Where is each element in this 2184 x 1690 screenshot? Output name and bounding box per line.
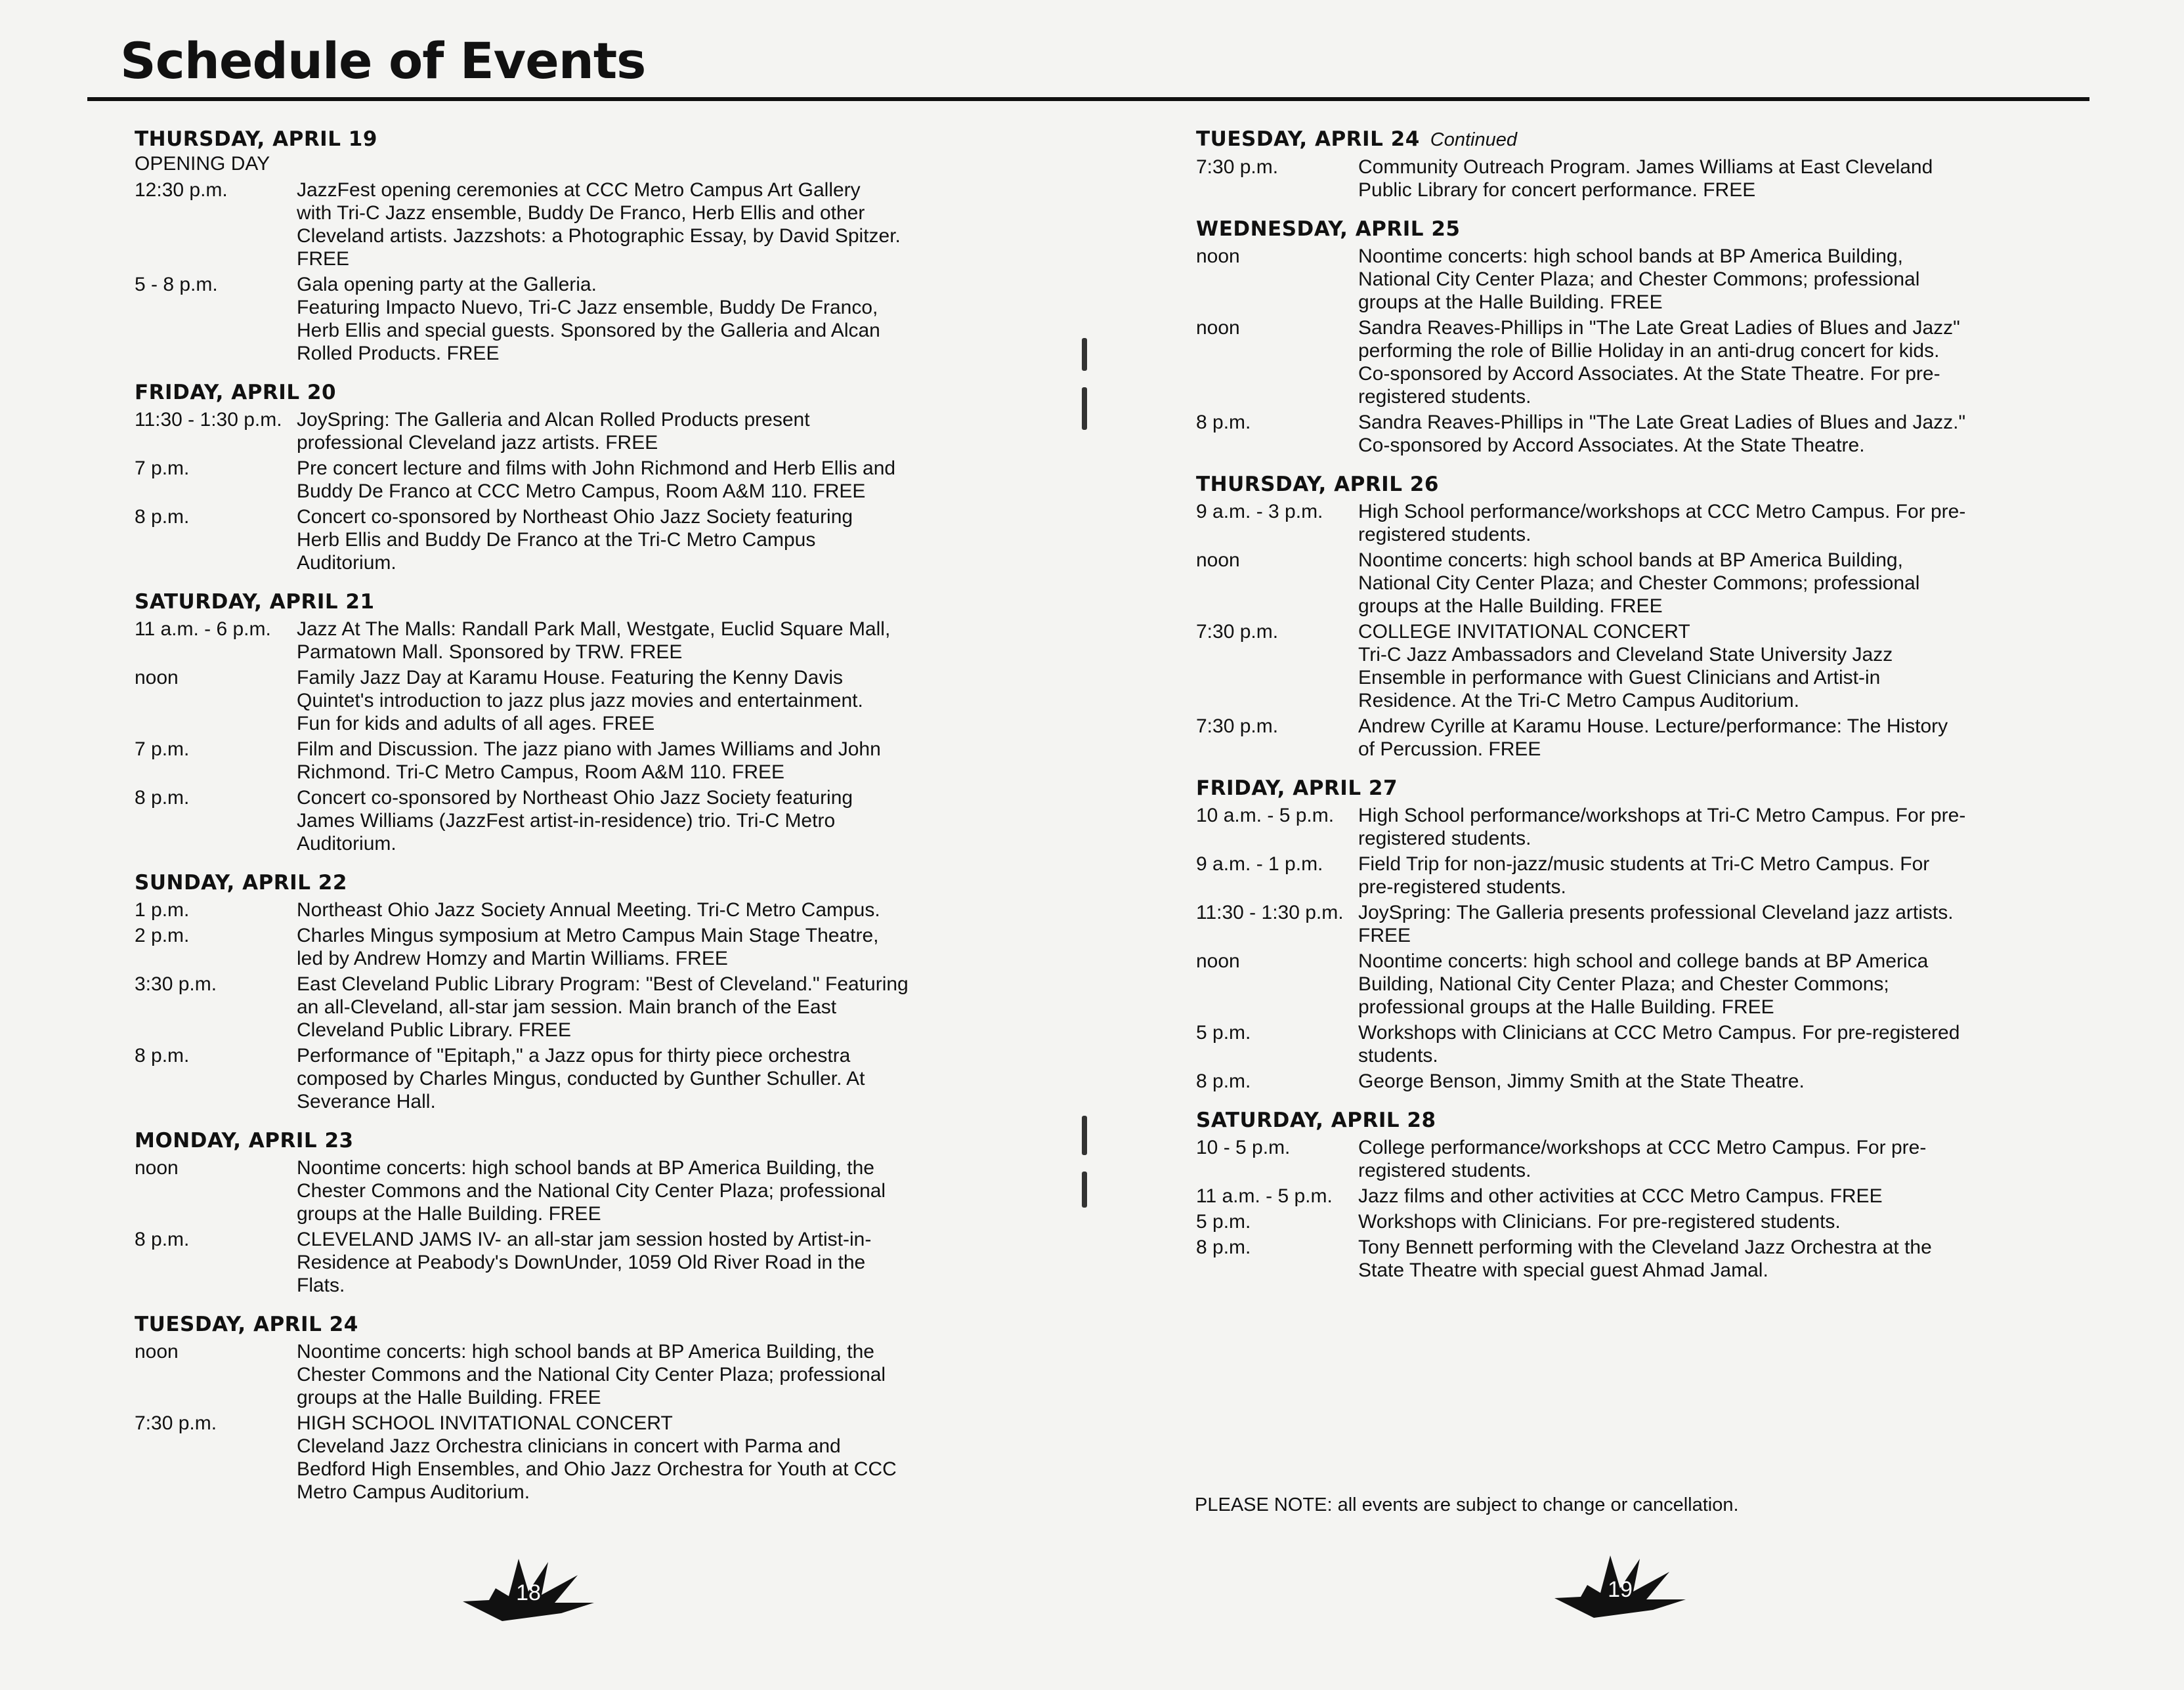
- event-description: JoySpring: The Galleria presents professional Cleveland jazz artists. FREE: [1358, 902, 1954, 946]
- event-description: Jazz films and other activities at CCC Metro Campus. FREE: [1358, 1185, 1883, 1207]
- event-time: 10 a.m. - 5 p.m.: [1196, 805, 1335, 826]
- event-description: Pre concert lecture and films with John Richmond and Herb Ellis and Buddy De Franco at CCC Metro Campus, Room A&M 110. FREE: [297, 457, 896, 502]
- event-description: High School performance/workshops at CCC Metro Campus. For pre- registered students.: [1358, 501, 1966, 545]
- day-heading: [1196, 126, 2049, 153]
- event-time: 8 p.m.: [1196, 412, 1251, 433]
- binding-mark: [1082, 387, 1087, 430]
- event-description: Film and Discussion. The jazz piano with James Williams and John Richmond. Tri-C Metro Campus, Room A&M 110. FREE: [297, 738, 881, 783]
- event-row: [135, 179, 988, 270]
- event-time: 9 a.m. - 1 p.m.: [1196, 853, 1323, 875]
- event-time: 1 p.m.: [135, 899, 190, 921]
- event-row: [135, 738, 988, 784]
- event-row: [1196, 1210, 2049, 1233]
- event-time: 11:30 - 1:30 p.m.: [1196, 902, 1344, 923]
- event-time: 3:30 p.m.: [135, 973, 217, 995]
- binding-mark: [1082, 338, 1087, 371]
- event-time: 5 p.m.: [1196, 1211, 1251, 1233]
- event-time: 7:30 p.m.: [135, 1412, 217, 1434]
- page-number-left: 18: [516, 1580, 541, 1605]
- day-heading: [135, 379, 988, 406]
- event-time: 8 p.m.: [135, 1045, 190, 1067]
- event-row: [1196, 715, 2049, 761]
- event-row: [1196, 245, 2049, 314]
- event-description: Northeast Ohio Jazz Society Annual Meeting. Tri-C Metro Campus.: [297, 899, 880, 921]
- page-number-badge-left: [463, 1542, 594, 1628]
- event-description: Family Jazz Day at Karamu House. Featuring the Kenny Davis Quintet's introduction to jazz plus jazz movies and entertainment. Fun for kids and adults of all ages. FREE: [297, 667, 863, 734]
- event-time: 7 p.m.: [135, 738, 190, 760]
- event-description: Charles Mingus symposium at Metro Campus Main Stage Theatre, led by Andrew Homzy and Martin Williams. FREE: [297, 925, 879, 969]
- event-row: [1196, 1070, 2049, 1093]
- page-title: Schedule of Events: [120, 32, 646, 90]
- day-heading: [1196, 1107, 2049, 1133]
- day-heading-text: WEDNESDAY, APRIL 25: [1196, 217, 1461, 241]
- event-row: [135, 1412, 988, 1504]
- day-heading-text: FRIDAY, APRIL 20: [135, 381, 337, 404]
- event-row: [135, 786, 988, 855]
- day-heading-text: TUESDAY, APRIL 24: [135, 1313, 358, 1336]
- title-rule: [87, 97, 2089, 101]
- event-time: 8 p.m.: [135, 787, 190, 809]
- event-time: 8 p.m.: [135, 506, 190, 528]
- event-description: Sandra Reaves-Phillips in "The Late Great Ladies of Blues and Jazz" performing the role of Billie Holiday in an anti-drug concert for kids. Co-sponsored by Accord Associates. At the State Theatre. For pre- registered students.: [1358, 317, 1960, 408]
- left-page-schedule: [135, 126, 988, 1504]
- event-description: HIGH SCHOOL INVITATIONAL CONCERT Cleveland Jazz Orchestra clinicians in concert with Parma and Bedford High Ensembles, and Ohio Jazz Orchestra for Youth at CCC Metro Campus Auditorium.: [297, 1412, 897, 1503]
- event-description: Noontime concerts: high school bands at BP America Building, National City Center Plaza; and Chester Commons; professional groups at the Halle Building. FREE: [1358, 245, 1920, 313]
- day-block: [135, 126, 988, 365]
- event-time: noon: [135, 667, 179, 688]
- event-description: Jazz At The Malls: Randall Park Mall, Westgate, Euclid Square Mall, Parmatown Mall. Sponsored by TRW. FREE: [297, 618, 891, 663]
- event-description: Noontime concerts: high school bands at BP America Building, the Chester Commons and the National City Center Plaza; professional groups at the Halle Building. FREE: [297, 1341, 886, 1408]
- day-block: [135, 379, 988, 574]
- event-row: [1196, 853, 2049, 898]
- day-heading: [1196, 775, 2049, 801]
- binding-mark: [1082, 1172, 1087, 1208]
- event-description: Field Trip for non-jazz/music students at Tri-C Metro Campus. For pre-registered students.: [1358, 853, 1930, 898]
- event-description: Gala opening party at the Galleria. Featuring Impacto Nuevo, Tri-C Jazz ensemble, Buddy De Franco, Herb Ellis and special guests. Sponsored by the Galleria and Alcan Rolled Products. FREE: [297, 274, 880, 364]
- event-row: [135, 666, 988, 735]
- event-description: Concert co-sponsored by Northeast Ohio Jazz Society featuring James Williams (JazzFest artist-in-residence) trio. Tri-C Metro Auditorium.: [297, 787, 853, 855]
- event-time: noon: [1196, 549, 1240, 571]
- day-heading: [135, 589, 988, 615]
- event-row: [135, 973, 988, 1042]
- event-time: 8 p.m.: [135, 1229, 190, 1250]
- event-row: [135, 273, 988, 365]
- event-description: Workshops with Clinicians. For pre-registered students.: [1358, 1211, 1841, 1233]
- event-description: George Benson, Jimmy Smith at the State Theatre.: [1358, 1070, 1805, 1092]
- day-block: [135, 1311, 988, 1504]
- event-time: 11 a.m. - 5 p.m.: [1196, 1185, 1333, 1207]
- event-time: noon: [1196, 317, 1240, 339]
- event-time: noon: [135, 1341, 179, 1363]
- event-time: 9 a.m. - 3 p.m.: [1196, 501, 1323, 522]
- event-time: noon: [1196, 950, 1240, 972]
- event-description: Performance of "Epitaph," a Jazz opus for thirty piece orchestra composed by Charles Mingus, conducted by Gunther Schuller. At Severance Hall.: [297, 1045, 865, 1112]
- event-description: Concert co-sponsored by Northeast Ohio Jazz Society featuring Herb Ellis and Buddy De Franco at the Tri-C Metro Campus Auditorium.: [297, 506, 853, 574]
- day-heading: [135, 1311, 988, 1338]
- day-heading-text: THURSDAY, APRIL 26: [1196, 473, 1439, 496]
- event-description: Noontime concerts: high school bands at BP America Building, National City Center Plaza; and Chester Commons; professional groups at the Halle Building. FREE: [1358, 549, 1920, 617]
- event-time: noon: [1196, 245, 1240, 267]
- event-row: [135, 1156, 988, 1225]
- event-row: [1196, 1136, 2049, 1182]
- day-block: [1196, 126, 2049, 201]
- event-row: [135, 408, 988, 454]
- day-block: [135, 589, 988, 855]
- day-heading-text: SATURDAY, APRIL 21: [135, 590, 375, 614]
- event-time: 8 p.m.: [1196, 1236, 1251, 1258]
- day-heading: [135, 126, 988, 152]
- event-time: 2 p.m.: [135, 925, 190, 946]
- event-time: 12:30 p.m.: [135, 179, 228, 201]
- event-row: [1196, 1236, 2049, 1282]
- event-row: [1196, 316, 2049, 408]
- event-row: [135, 618, 988, 664]
- event-description: Noontime concerts: high school and college bands at BP America Building, National City Center Plaza; and Chester Commons; professional groups at the Halle Building. FREE: [1358, 950, 1929, 1018]
- day-block: [1196, 1107, 2049, 1282]
- event-time: 5 p.m.: [1196, 1022, 1251, 1044]
- event-time: noon: [135, 1157, 179, 1179]
- event-time: 7 p.m.: [135, 457, 190, 479]
- day-block: [135, 1128, 988, 1297]
- event-row: [1196, 411, 2049, 457]
- day-block: [1196, 775, 2049, 1093]
- event-time: 11 a.m. - 6 p.m.: [135, 618, 271, 640]
- day-heading: [135, 1128, 988, 1154]
- event-time: 10 - 5 p.m.: [1196, 1137, 1291, 1158]
- event-time: 5 - 8 p.m.: [135, 274, 218, 295]
- day-heading: [1196, 471, 2049, 497]
- event-row: [135, 1044, 988, 1113]
- event-description: Noontime concerts: high school bands at BP America Building, the Chester Commons and the National City Center Plaza; professional groups at the Halle Building. FREE: [297, 1157, 886, 1225]
- day-heading-text: FRIDAY, APRIL 27: [1196, 776, 1398, 800]
- event-description: Andrew Cyrille at Karamu House. Lecture/performance: The History of Percussion. FREE: [1358, 715, 1948, 760]
- event-description: Workshops with Clinicians at CCC Metro Campus. For pre-registered students.: [1358, 1022, 1960, 1067]
- event-row: [1196, 1185, 2049, 1208]
- event-row: [1196, 1021, 2049, 1067]
- day-heading-text: MONDAY, APRIL 23: [135, 1129, 354, 1152]
- event-row: [1196, 549, 2049, 618]
- day-heading: [1196, 216, 2049, 242]
- day-heading-text: SATURDAY, APRIL 28: [1196, 1109, 1436, 1132]
- event-description: CLEVELAND JAMS IV- an all-star jam session hosted by Artist-in- Residence at Peabody's DownUnder, 1059 Old River Road in the Flats.: [297, 1229, 872, 1296]
- day-block: [1196, 471, 2049, 761]
- event-time: 11:30 - 1:30 p.m.: [135, 409, 282, 431]
- event-description: COLLEGE INVITATIONAL CONCERT Tri-C Jazz Ambassadors and Cleveland State University Jazz Ensemble in performance with Guest Clinicians and Artist-in Residence. At the Tri-C Metro Campus Auditorium.: [1358, 621, 1893, 711]
- day-subheading: OPENING DAY: [135, 153, 270, 175]
- event-row: [135, 457, 988, 503]
- event-description: High School performance/workshops at Tri-C Metro Campus. For pre- registered students.: [1358, 805, 1966, 849]
- day-block: [135, 870, 988, 1113]
- event-row: [1196, 156, 2049, 201]
- event-time: 7:30 p.m.: [1196, 715, 1279, 737]
- continued-label: Continued: [1430, 129, 1517, 150]
- event-row: [135, 898, 988, 921]
- event-description: Community Outreach Program. James Williams at East Cleveland Public Library for concert performance. FREE: [1358, 156, 1933, 201]
- day-heading-text: THURSDAY, APRIL 19: [135, 127, 377, 151]
- event-row: [1196, 804, 2049, 850]
- page-number-badge-right: [1554, 1539, 1686, 1624]
- day-heading-text: SUNDAY, APRIL 22: [135, 871, 347, 895]
- page-number-right: 19: [1608, 1577, 1633, 1602]
- day-heading: [135, 870, 988, 896]
- event-row: [1196, 500, 2049, 546]
- event-description: Sandra Reaves-Phillips in "The Late Great Ladies of Blues and Jazz." Co-sponsored by Accord Associates. At the State Theatre.: [1358, 412, 1966, 456]
- event-description: College performance/workshops at CCC Metro Campus. For pre- registered students.: [1358, 1137, 1927, 1181]
- binding-mark: [1082, 1116, 1087, 1155]
- event-time: 7:30 p.m.: [1196, 621, 1279, 643]
- event-description: Tony Bennett performing with the Cleveland Jazz Orchestra at the State Theatre with special guest Ahmad Jamal.: [1358, 1236, 1932, 1281]
- day-block: [1196, 216, 2049, 457]
- cancellation-note: PLEASE NOTE: all events are subject to change or cancellation.: [1195, 1494, 1739, 1515]
- event-description: JoySpring: The Galleria and Alcan Rolled Products present professional Cleveland jazz artists. FREE: [297, 409, 810, 454]
- event-row: [135, 924, 988, 970]
- event-row: [1196, 901, 2049, 947]
- event-description: JazzFest opening ceremonies at CCC Metro Campus Art Gallery with Tri-C Jazz ensemble, Buddy De Franco, Herb Ellis and other Cleveland artists. Jazzshots: a Photographic Essay, by David Spitzer. FREE: [297, 179, 901, 270]
- event-row: [135, 505, 988, 574]
- event-row: [1196, 950, 2049, 1019]
- event-time: 7:30 p.m.: [1196, 156, 1279, 178]
- day-heading-text: TUESDAY, APRIL 24: [1196, 127, 1420, 151]
- event-row: [135, 1228, 988, 1297]
- event-description: East Cleveland Public Library Program: "Best of Cleveland." Featuring an all-Cleveland, all-star jam session. Main branch of the East Cleveland Public Library. FREE: [297, 973, 909, 1041]
- right-page-schedule: [1196, 126, 2049, 1282]
- event-time: 8 p.m.: [1196, 1070, 1251, 1092]
- event-row: [1196, 620, 2049, 712]
- event-row: [135, 1340, 988, 1409]
